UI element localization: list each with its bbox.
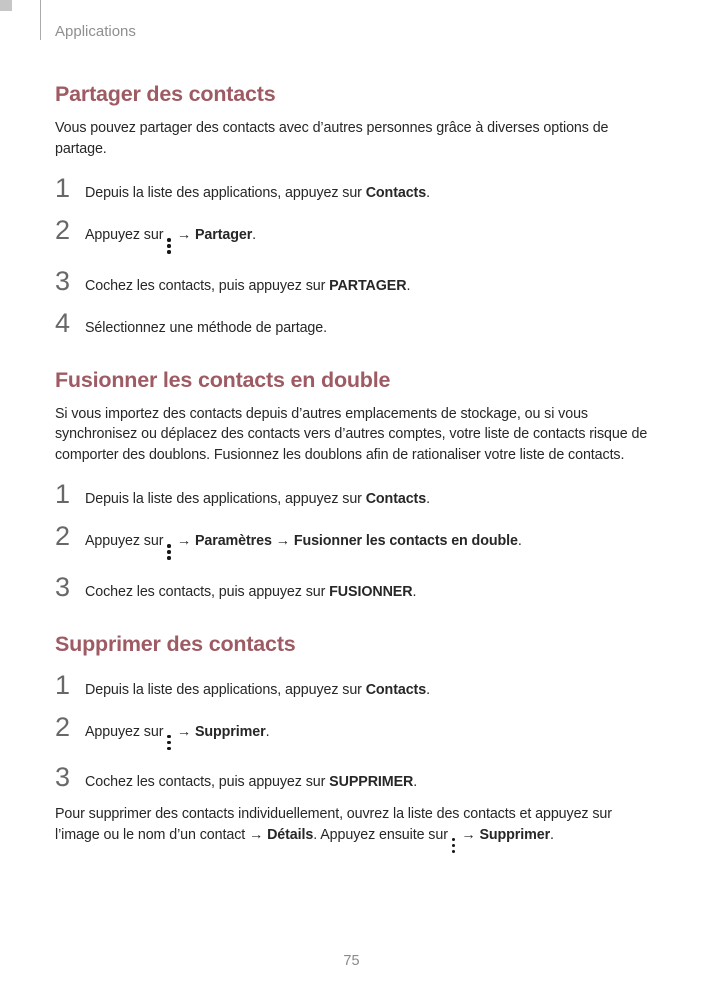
section-title: Supprimer des contacts (55, 631, 296, 656)
text-segment: Contacts (365, 681, 427, 698)
step-number: 1 (55, 479, 71, 509)
text-segment: . (517, 533, 522, 549)
more-options-icon (167, 735, 171, 751)
dot (167, 735, 171, 739)
dot (167, 244, 171, 248)
step-number: 1 (55, 669, 71, 700)
more-options-icon (167, 238, 171, 254)
text-segment: Cochez les contacts, puis appuyez sur (85, 774, 330, 790)
dot (167, 238, 171, 242)
text-segment: . (426, 491, 430, 507)
step-text (85, 276, 410, 296)
text-segment: Depuis la liste des applications, appuyez sur (85, 681, 366, 698)
step-list (55, 669, 651, 793)
running-header: Applications (55, 23, 136, 40)
text-segment: Cochez les contacts, puis appuyez sur (85, 277, 330, 294)
dot (167, 250, 171, 254)
text-segment: . (406, 277, 411, 294)
intro-paragraph (55, 118, 651, 159)
manual-section (55, 82, 651, 338)
step-item (55, 764, 651, 792)
text-segment: Supprimer (194, 723, 266, 740)
text-segment: → (461, 826, 480, 843)
step-item (55, 481, 651, 509)
step-item (55, 175, 651, 203)
text-segment: → (176, 533, 195, 549)
text-segment: . (412, 583, 417, 600)
step-item (55, 265, 651, 296)
text-segment: → (271, 533, 294, 549)
text-segment: PARTAGER (329, 277, 407, 294)
dot (452, 844, 456, 848)
text-segment: Appuyez sur (85, 227, 164, 243)
header-vertical-rule (40, 0, 41, 40)
section-title: Fusionner les contacts en double (55, 367, 391, 392)
step-item (55, 711, 651, 751)
text-segment: Fusionner les contacts en double (293, 533, 518, 549)
step-text (85, 722, 269, 751)
step-number: 2 (55, 521, 71, 551)
text-segment: Depuis la liste des applications, appuyez sur (85, 185, 366, 201)
text-segment: → (176, 723, 195, 740)
text-segment: Paramètres (194, 533, 272, 549)
outro-paragraph (55, 804, 651, 853)
text-segment: Supprimer (479, 826, 551, 843)
step-text (85, 318, 327, 338)
step-text (85, 680, 430, 700)
more-options-icon (167, 544, 171, 560)
text-segment: . (265, 723, 270, 740)
text-segment: Contacts (365, 491, 427, 507)
dot (167, 556, 171, 560)
step-number: 2 (55, 711, 71, 742)
text-segment: Si vous importez des contacts depuis d’autres emplacements de stockage, ou si vous synchronisez ou déplacez des contacts vers d’autres comptes, votre liste de contacts risque de comporter des doublons. Fusionnez les doublons afin de rationaliser votre liste de contacts. (55, 405, 648, 463)
text-segment: Depuis la liste des applications, appuyez sur (85, 491, 366, 507)
text-segment: . (426, 681, 430, 698)
more-options-icon (452, 838, 456, 854)
dot (167, 747, 171, 751)
step-number: 1 (55, 173, 71, 203)
step-number: 3 (55, 571, 71, 602)
step-text (85, 772, 417, 792)
section-title: Partager des contacts (55, 82, 276, 106)
text-segment: → (176, 227, 195, 243)
step-list (55, 175, 651, 338)
text-segment: FUSIONNER (329, 583, 413, 600)
intro-paragraph (55, 404, 651, 466)
text-segment: Pour supprimer des contacts individuellement, ouvrez la liste des contacts et appuyez sur l’image ou le nom d’un contact → (55, 806, 612, 843)
text-segment: Contacts (365, 185, 427, 201)
text-segment: . (550, 826, 554, 843)
step-number: 4 (55, 307, 71, 338)
step-item (55, 307, 651, 338)
dot (167, 741, 171, 745)
page-number: 75 (343, 953, 360, 969)
text-segment: . Appuyez ensuite sur (313, 826, 448, 843)
step-list (55, 481, 651, 602)
step-text (85, 582, 416, 602)
step-text (85, 225, 256, 254)
text-segment: Vous pouvez partager des contacts avec d’autres personnes grâce à diverses options de partage. (55, 120, 609, 157)
text-segment: Cochez les contacts, puis appuyez sur (85, 583, 330, 600)
step-number: 3 (55, 762, 71, 792)
dot (167, 544, 171, 548)
step-number: 2 (55, 215, 71, 245)
dot (167, 550, 171, 554)
step-text (85, 489, 430, 509)
manual-section (55, 368, 651, 602)
step-item (55, 669, 651, 700)
step-number: 3 (55, 265, 71, 296)
text-segment: . (252, 227, 257, 243)
text-segment: . (426, 185, 430, 201)
step-text (85, 531, 522, 560)
step-item (55, 571, 651, 602)
manual-section (55, 632, 651, 854)
step-item (55, 523, 651, 560)
step-item (55, 217, 651, 254)
page-corner-mark (0, 0, 12, 11)
dot (452, 838, 456, 842)
dot (452, 850, 456, 854)
text-segment: Détails (267, 826, 314, 843)
step-text (85, 183, 430, 203)
text-segment: Appuyez sur (85, 533, 164, 549)
text-segment: Partager (194, 227, 253, 243)
text-segment: Sélectionnez une méthode de partage. (85, 319, 328, 336)
text-segment: SUPPRIMER (329, 774, 414, 790)
text-segment: Appuyez sur (85, 723, 164, 740)
text-segment: . (413, 774, 418, 790)
page-content (55, 52, 651, 853)
